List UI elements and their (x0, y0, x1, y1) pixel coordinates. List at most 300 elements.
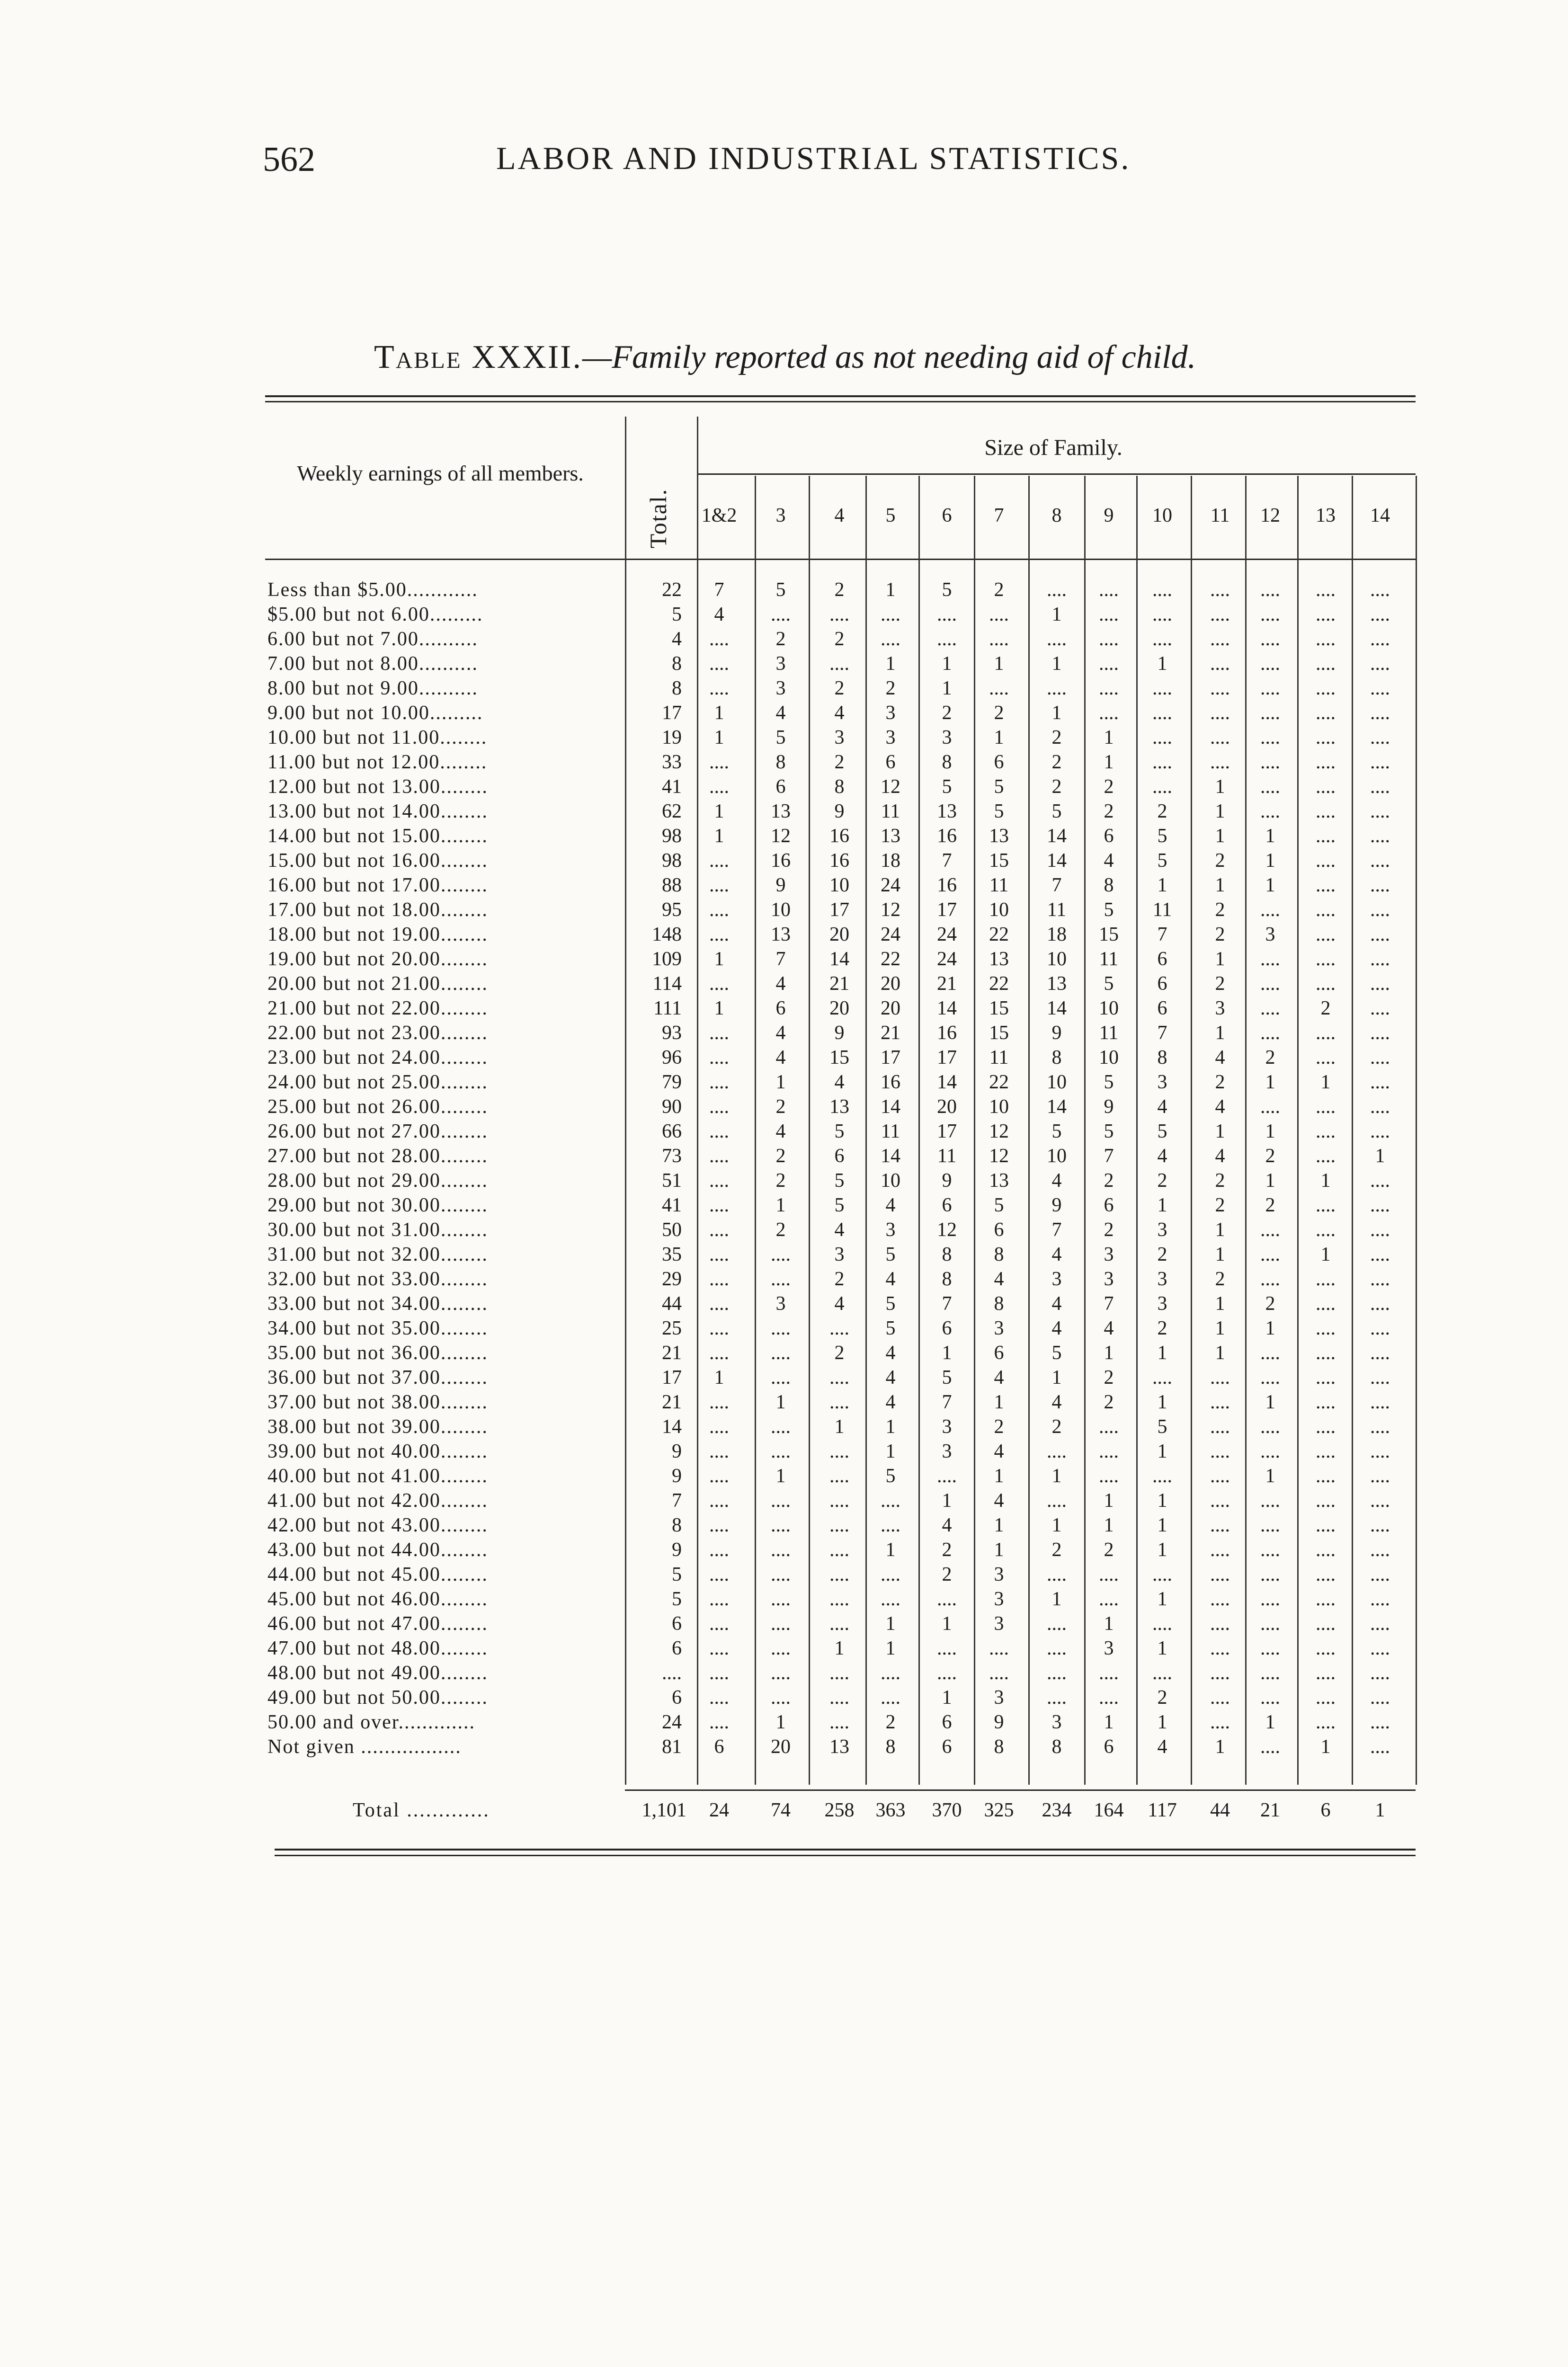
table-cell: .... (829, 1613, 849, 1635)
table-cell: 8 (942, 1244, 952, 1265)
table-row (0, 701, 1568, 725)
table-cell: 3 (942, 727, 952, 748)
table-cell: .... (1260, 1268, 1280, 1290)
table-cell: .... (1210, 1662, 1230, 1684)
table-cell: .... (937, 628, 957, 650)
table-cell: .... (829, 1317, 849, 1339)
table-cell: 1 (1265, 1465, 1275, 1487)
table-cell: 1 (994, 1514, 1004, 1536)
table-cell: .... (771, 1637, 791, 1659)
table-cell: .... (1370, 1121, 1390, 1142)
table-cell: .... (1260, 1096, 1280, 1118)
table-cell: 12 (881, 899, 900, 921)
table-cell: .... (1316, 1588, 1336, 1610)
table-cell: 2 (1215, 1268, 1225, 1290)
table-cell: 8 (994, 1293, 1004, 1315)
row-label: 50.00 and over............. (267, 1711, 475, 1733)
row-label: 10.00 but not 11.00........ (267, 727, 488, 748)
row-label: 32.00 but not 33.00........ (267, 1268, 488, 1290)
table-cell: 1 (1320, 1244, 1331, 1265)
table-cell: 4 (885, 1268, 896, 1290)
table-cell: 3 (885, 727, 896, 748)
table-cell: .... (1316, 677, 1336, 699)
table-cell: 4 (834, 1293, 845, 1315)
table-cell: .... (709, 1194, 729, 1216)
table-cell: .... (709, 653, 729, 675)
table-cell: 1 (1215, 776, 1225, 798)
table-cell: .... (1260, 751, 1280, 773)
table-cell: .... (1099, 1416, 1119, 1438)
table-cell: 5 (885, 1317, 896, 1339)
table-cell: 2 (1157, 1244, 1167, 1265)
table-cell: .... (1370, 1465, 1390, 1487)
table-cell: 4 (1157, 1145, 1167, 1167)
table-cell: .... (1370, 1564, 1390, 1585)
table-cell: 5 (885, 1465, 896, 1487)
table-cell: .... (1316, 1564, 1336, 1585)
table-cell: .... (1370, 1490, 1390, 1512)
table-cell: .... (709, 874, 729, 896)
row-total: 4 (672, 628, 682, 650)
table-cell: 3 (885, 702, 896, 724)
table-row (0, 1685, 1568, 1710)
table-cell: 1 (1051, 1465, 1062, 1487)
table-cell: .... (1260, 1441, 1280, 1462)
table-cell: .... (1210, 653, 1230, 675)
table-cell: .... (771, 1564, 791, 1585)
table-cell: 3 (834, 1244, 845, 1265)
table-cell: .... (709, 899, 729, 921)
table-cell: 1 (714, 702, 724, 724)
table-cell: 3 (1051, 1268, 1062, 1290)
table-cell: 3 (1215, 997, 1225, 1019)
table-cell: 1 (1157, 1342, 1167, 1364)
row-total: 19 (662, 727, 682, 748)
table-row (0, 873, 1568, 898)
table-cell: 16 (829, 850, 849, 872)
table-cell: 2 (834, 1342, 845, 1364)
table-cell: 5 (834, 1170, 845, 1192)
table-cell: 14 (1047, 1096, 1067, 1118)
table-cell: 8 (942, 1268, 952, 1290)
table-cell: 5 (1051, 801, 1062, 822)
table-cell: 21 (937, 973, 957, 995)
table-cell: 6 (1104, 825, 1114, 847)
table-cell: 1 (942, 1490, 952, 1512)
table-cell: 4 (834, 1219, 845, 1241)
total-cell: 6 (1320, 1799, 1331, 1821)
row-label: 41.00 but not 42.00........ (267, 1490, 488, 1512)
table-cell: .... (1260, 1514, 1280, 1536)
table-cell: .... (771, 1588, 791, 1610)
row-label: 11.00 but not 12.00........ (267, 751, 488, 773)
table-cell: 6 (942, 1317, 952, 1339)
row-total: 90 (662, 1096, 682, 1118)
table-cell: 1 (714, 948, 724, 970)
table-row (0, 1636, 1568, 1661)
table-cell: 1 (994, 653, 1004, 675)
table-row (0, 996, 1568, 1021)
table-cell: .... (829, 1367, 849, 1388)
table-cell: .... (709, 850, 729, 872)
table-cell: .... (989, 604, 1009, 625)
table-cell: 10 (1099, 1047, 1119, 1068)
table-cell: 2 (834, 628, 845, 650)
table-row (0, 1291, 1568, 1316)
table-row (0, 1045, 1568, 1070)
table-cell: .... (881, 1588, 900, 1610)
table-row (0, 922, 1568, 947)
row-label: 46.00 but not 47.00........ (267, 1613, 488, 1635)
table-cell: 7 (1051, 1219, 1062, 1241)
table-cell: .... (709, 1022, 729, 1044)
row-total: 6 (672, 1687, 682, 1709)
table-cell: .... (1316, 825, 1336, 847)
column-header-size: 13 (1316, 505, 1336, 526)
row-total: 96 (662, 1047, 682, 1068)
table-cell: .... (1099, 604, 1119, 625)
table-cell: .... (1099, 1564, 1119, 1585)
table-cell: 9 (1051, 1022, 1062, 1044)
row-label: 33.00 but not 34.00........ (267, 1293, 488, 1315)
table-cell: 11 (1099, 1022, 1119, 1044)
table-cell: 5 (994, 776, 1004, 798)
table-cell: .... (709, 1268, 729, 1290)
table-cell: .... (709, 1244, 729, 1265)
table-cell: 20 (881, 997, 900, 1019)
table-cell: 3 (1051, 1711, 1062, 1733)
table-cell: .... (1210, 628, 1230, 650)
table-cell: 2 (1051, 751, 1062, 773)
table-cell: 1 (1215, 948, 1225, 970)
total-cell: 258 (824, 1799, 855, 1821)
row-total: 41 (662, 776, 682, 798)
table-cell: 3 (994, 1317, 1004, 1339)
table-cell: .... (1099, 702, 1119, 724)
table-cell: .... (709, 1170, 729, 1192)
row-label: Not given ................. (267, 1736, 462, 1758)
table-cell: 14 (1047, 997, 1067, 1019)
table-cell: 11 (881, 801, 900, 822)
table-cell: .... (709, 1293, 729, 1315)
table-cell: .... (1210, 1711, 1230, 1733)
row-label: 18.00 but not 19.00........ (267, 924, 488, 945)
table-cell: .... (1316, 751, 1336, 773)
table-row (0, 1341, 1568, 1365)
table-row (0, 1488, 1568, 1513)
table-cell: .... (1210, 1441, 1230, 1462)
table-cell: 2 (834, 677, 845, 699)
table-cell: 13 (829, 1096, 849, 1118)
table-cell: 8 (1157, 1047, 1167, 1068)
table-cell: .... (1316, 1637, 1336, 1659)
table-cell: 22 (989, 924, 1009, 945)
table-cell: 1 (834, 1416, 845, 1438)
table-cell: 1 (1215, 1342, 1225, 1364)
total-top-rule (625, 1789, 1416, 1791)
table-cell: 4 (942, 1514, 952, 1536)
table-cell: .... (1152, 1465, 1172, 1487)
table-cell: 4 (775, 702, 786, 724)
table-cell: 1 (885, 653, 896, 675)
table-cell: .... (1316, 924, 1336, 945)
row-label: 19.00 but not 20.00........ (267, 948, 488, 970)
row-label: 45.00 but not 46.00........ (267, 1588, 488, 1610)
table-cell: 10 (1047, 1145, 1067, 1167)
table-cell: 2 (1157, 1317, 1167, 1339)
table-cell: .... (829, 1564, 849, 1585)
table-cell: .... (989, 1637, 1009, 1659)
table-cell: 8 (994, 1736, 1004, 1758)
table-cell: 4 (834, 702, 845, 724)
table-cell: .... (1260, 1490, 1280, 1512)
header-bottom-rule (265, 559, 1416, 560)
table-cell: 1 (714, 1367, 724, 1388)
table-cell: 3 (942, 1441, 952, 1462)
table-cell: .... (881, 628, 900, 650)
table-cell: .... (1370, 579, 1390, 601)
table-cell: 22 (989, 1071, 1009, 1093)
table-cell: 2 (775, 1096, 786, 1118)
table-cell: 3 (775, 1293, 786, 1315)
table-row (0, 651, 1568, 676)
table-cell: 1 (994, 1465, 1004, 1487)
table-cell: .... (1316, 1145, 1336, 1167)
total-cell: 1 (1375, 1799, 1385, 1821)
table-row (0, 1242, 1568, 1267)
table-cell: 1 (1265, 825, 1275, 847)
table-cell: 3 (1265, 924, 1275, 945)
table-cell: 5 (1157, 850, 1167, 872)
table-row (0, 1267, 1568, 1291)
table-cell: 1 (1215, 1219, 1225, 1241)
table-cell: .... (1370, 1047, 1390, 1068)
table-cell: 2 (1051, 776, 1062, 798)
table-cell: 5 (1051, 1342, 1062, 1364)
table-cell: .... (1316, 899, 1336, 921)
table-cell: .... (1370, 924, 1390, 945)
table-cell: 2 (1104, 1170, 1114, 1192)
column-header-size: 3 (775, 505, 786, 526)
table-cell: 1 (1051, 604, 1062, 625)
table-row (0, 1661, 1568, 1685)
table-cell: 7 (942, 1391, 952, 1413)
table-cell: .... (1260, 677, 1280, 699)
row-total: 29 (662, 1268, 682, 1290)
table-cell: .... (881, 1564, 900, 1585)
table-cell: 1 (1157, 1637, 1167, 1659)
table-cell: 14 (937, 1071, 957, 1093)
table-cell: .... (1316, 1465, 1336, 1487)
table-cell: .... (1370, 899, 1390, 921)
table-cell: .... (1210, 1564, 1230, 1585)
table-cell: .... (709, 1662, 729, 1684)
table-cell: 5 (942, 579, 952, 601)
table-cell: .... (1370, 1342, 1390, 1364)
table-cell: 2 (834, 579, 845, 601)
table-row (0, 1168, 1568, 1193)
table-cell: 1 (1104, 727, 1114, 748)
table-cell: 2 (834, 1268, 845, 1290)
table-cell: 24 (881, 874, 900, 896)
table-cell: .... (771, 1268, 791, 1290)
table-cell: 1 (994, 1539, 1004, 1561)
table-cell: .... (989, 1662, 1009, 1684)
table-cell: .... (709, 1539, 729, 1561)
table-cell: .... (709, 1687, 729, 1709)
table-cell: 10 (881, 1170, 900, 1192)
table-cell: 4 (714, 604, 724, 625)
table-cell: 13 (881, 825, 900, 847)
row-total: 51 (662, 1170, 682, 1192)
column-header-total: Total. (645, 488, 671, 549)
row-total: 73 (662, 1145, 682, 1167)
table-row (0, 1464, 1568, 1488)
table-cell: 2 (1157, 1687, 1167, 1709)
table-cell: .... (709, 628, 729, 650)
table-cell: .... (709, 1342, 729, 1364)
table-cell: 11 (989, 874, 1009, 896)
table-cell: 4 (775, 1047, 786, 1068)
table-cell: .... (1316, 1391, 1336, 1413)
table-cell: 2 (1104, 776, 1114, 798)
table-cell: 2 (1215, 1194, 1225, 1216)
table-cell: .... (1370, 1441, 1390, 1462)
table-cell: 9 (834, 801, 845, 822)
table-cell: .... (989, 628, 1009, 650)
table-cell: .... (709, 1145, 729, 1167)
table-cell: 1 (834, 1637, 845, 1659)
table-cell: 3 (1104, 1244, 1114, 1265)
table-cell: .... (1260, 1244, 1280, 1265)
table-cell: 1 (942, 1687, 952, 1709)
table-cell: 3 (834, 727, 845, 748)
table-cell: .... (771, 1514, 791, 1536)
row-label: 44.00 but not 45.00........ (267, 1564, 488, 1585)
table-cell: 11 (1047, 899, 1067, 921)
row-total: 21 (662, 1342, 682, 1364)
table-cell: .... (1260, 1367, 1280, 1388)
table-cell: .... (881, 1514, 900, 1536)
table-cell: .... (1370, 1539, 1390, 1561)
table-cell: .... (1370, 1613, 1390, 1635)
table-cell: 1 (1157, 1194, 1167, 1216)
table-cell: .... (1370, 1022, 1390, 1044)
table-cell: 2 (1104, 1391, 1114, 1413)
table-cell: .... (1047, 628, 1067, 650)
table-cell: .... (1047, 1637, 1067, 1659)
table-cell: .... (1316, 1047, 1336, 1068)
table-cell: 24 (937, 948, 957, 970)
table-cell: 2 (942, 702, 952, 724)
table-cell: 15 (989, 850, 1009, 872)
table-cell: .... (1210, 1514, 1230, 1536)
table-cell: 15 (989, 1022, 1009, 1044)
table-cell: .... (1260, 948, 1280, 970)
table-cell: .... (1152, 1564, 1172, 1585)
table-cell: 4 (1051, 1317, 1062, 1339)
table-cell: 9 (834, 1022, 845, 1044)
table-cell: .... (1370, 948, 1390, 970)
table-cell: .... (771, 1662, 791, 1684)
table-cell: .... (1210, 1588, 1230, 1610)
table-cell: .... (1210, 677, 1230, 699)
table-cell: 5 (1104, 1071, 1114, 1093)
table-cell: .... (1316, 1121, 1336, 1142)
table-cell: .... (771, 1687, 791, 1709)
table-cell: 1 (1215, 1121, 1225, 1142)
row-total: 8 (672, 653, 682, 675)
table-cell: 2 (1265, 1145, 1275, 1167)
row-label: 42.00 but not 43.00........ (267, 1514, 488, 1536)
table-cell: 17 (937, 1121, 957, 1142)
table-cell: 7 (775, 948, 786, 970)
table-cell: 1 (1051, 1514, 1062, 1536)
table-cell: 4 (1051, 1293, 1062, 1315)
table-row (0, 1562, 1568, 1587)
table-cell: 1 (885, 1441, 896, 1462)
table-cell: 22 (881, 948, 900, 970)
table-cell: 9 (775, 874, 786, 896)
table-cell: .... (1370, 825, 1390, 847)
table-cell: .... (1260, 973, 1280, 995)
row-total: 21 (662, 1391, 682, 1413)
table-cell: 8 (1051, 1047, 1062, 1068)
table-cell: .... (1316, 1687, 1336, 1709)
table-cell: 1 (885, 1539, 896, 1561)
table-cell: 6 (942, 1711, 952, 1733)
table-cell: 1 (1265, 1391, 1275, 1413)
column-header-weekly-earnings: Weekly earnings of all members. (297, 461, 584, 485)
table-cell: .... (1316, 1490, 1336, 1512)
table-cell: .... (1260, 1637, 1280, 1659)
table-row (0, 947, 1568, 971)
table-row (0, 1390, 1568, 1415)
row-total: 22 (662, 579, 682, 601)
column-header-size: 9 (1104, 505, 1114, 526)
table-cell: 2 (775, 1170, 786, 1192)
table-row (0, 1611, 1568, 1636)
table-cell: .... (1316, 1613, 1336, 1635)
table-cell: 4 (834, 1071, 845, 1093)
column-header-size: 14 (1370, 505, 1390, 526)
table-cell: 14 (829, 948, 849, 970)
table-cell: 2 (834, 751, 845, 773)
table-cell: .... (1316, 1514, 1336, 1536)
table-cell: .... (1316, 628, 1336, 650)
table-cell: .... (1370, 1637, 1390, 1659)
table-cell: 5 (994, 801, 1004, 822)
table-cell: .... (1316, 1219, 1336, 1241)
table-row (0, 799, 1568, 824)
table-cell: 1 (1265, 1170, 1275, 1192)
row-label: 37.00 but not 38.00........ (267, 1391, 488, 1413)
table-cell: 6 (714, 1736, 724, 1758)
table-name: Table XXXII. (374, 339, 582, 375)
page-number: 562 (263, 140, 315, 179)
table-cell: .... (771, 1490, 791, 1512)
table-cell: .... (771, 1441, 791, 1462)
table-cell: 13 (989, 825, 1009, 847)
table-cell: 2 (942, 1539, 952, 1561)
table-cell: 13 (771, 801, 791, 822)
row-label: 36.00 but not 37.00........ (267, 1367, 488, 1388)
table-cell: 7 (1157, 924, 1167, 945)
table-cell: .... (709, 677, 729, 699)
table-cell: 1 (775, 1465, 786, 1487)
table-cell: 24 (881, 924, 900, 945)
table-cell: .... (1152, 702, 1172, 724)
